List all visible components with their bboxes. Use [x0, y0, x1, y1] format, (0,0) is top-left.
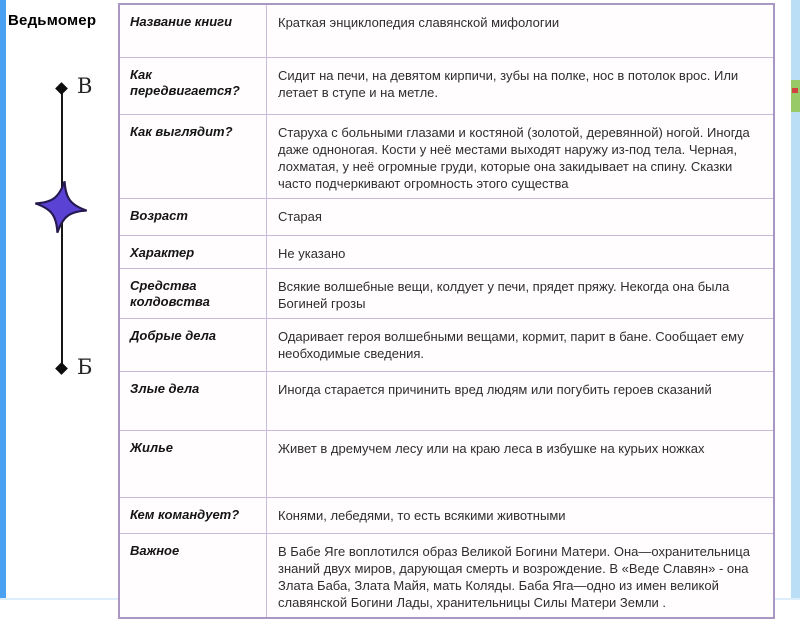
table-row — [120, 430, 773, 497]
row-label: Злые дела — [120, 372, 267, 430]
row-value: Конями, лебедями, то есть всякими животными — [278, 508, 566, 523]
row-value: Сидит на печи, на девятом кирпичи, зубы на полке, нос в потолок врос. Или летает в ступе и на метле. — [278, 68, 739, 100]
diamond-icon — [55, 362, 68, 375]
star-marker-icon — [34, 180, 88, 234]
table-row — [120, 268, 773, 318]
witch-meter-top-label: В — [77, 74, 93, 98]
diamond-icon — [55, 82, 68, 95]
row-label: Добрые дела — [120, 319, 267, 371]
witch-meter-title: Ведьмомер — [8, 12, 97, 29]
table-row — [120, 497, 773, 533]
witch-meter-bottom-label: Б — [77, 355, 93, 379]
table-row — [120, 5, 773, 57]
row-label: Возраст — [120, 199, 267, 235]
row-label: Как передвигается? — [120, 58, 267, 114]
table-row — [120, 533, 773, 617]
background-peek-red — [792, 88, 798, 93]
row-value: В Бабе Яге воплотился образ Великой Богини Матери. Она—охранительница знаний двух миров, дарующая смерть и возрождение. В «Веде Славян» - она Злата Баба, Злата Майя, мать Коляды. Баба Яга—одно из имен великой славянской Богини Лады, хранительницы Силы Матери Земли . — [278, 544, 750, 610]
row-label: Как выглядит? — [120, 115, 267, 198]
slide-left-border — [0, 0, 6, 600]
row-label: Характер — [120, 236, 267, 268]
table-row — [120, 57, 773, 114]
row-value: Не указано — [278, 246, 346, 261]
row-value: Краткая энциклопедия славянской мифологии — [278, 15, 560, 30]
background-peek-green — [791, 80, 800, 112]
character-attribute-table — [118, 3, 775, 619]
table-row — [120, 318, 773, 371]
row-value: Старуха с больными глазами и костяной (золотой, деревянной) ногой. Иногда даже одноногая. Кости у неё местами выходят наружу из-под тела. Черная, лохматая, у неё огромные груди, которые она закидывает на спину. Сказки часто подчеркивают огромность этого существа — [278, 125, 750, 191]
row-value: Одаривает героя волшебными вещами, кормит, парит в бане. Сообщает ему необходимые сведения. — [278, 329, 744, 361]
row-label: Кем командует? — [120, 498, 267, 533]
table-row — [120, 235, 773, 268]
row-value: Живет в дремучем лесу или на краю леса в избушке на курьих ножках — [278, 441, 705, 456]
row-label: Жилье — [120, 431, 267, 497]
row-label: Важное — [120, 534, 267, 617]
row-value: Иногда старается причинить вред людям или погубить героев сказаний — [278, 382, 712, 397]
row-label: Название книги — [120, 5, 267, 57]
row-value: Всякие волшебные вещи, колдует у печи, прядет пряжу. Некогда она была Богиней грозы — [278, 279, 730, 311]
table-row — [120, 114, 773, 198]
table-row — [120, 198, 773, 235]
row-label: Средства колдовства — [120, 269, 267, 318]
table-row — [120, 371, 773, 430]
row-value: Старая — [278, 209, 322, 224]
